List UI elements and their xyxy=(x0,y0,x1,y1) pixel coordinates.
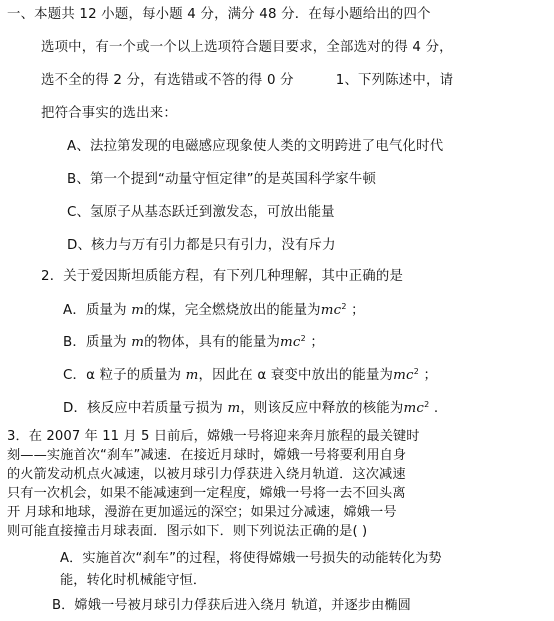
question-2-option-d: D．核反应中若质量亏损为 m，则该反应中释放的核能为$mc^2$ . xyxy=(63,400,439,416)
question-1-option-c: C、氢原子从基态跃迁到激发态，可放出能量 xyxy=(67,205,335,220)
question-1-option-a: A、法拉第发现的电磁感应现象使人类的文明跨进了电气化时代 xyxy=(67,139,444,154)
question-3-line-6: 则可能直接撞击月球表面．图示如下．则下列说法正确的是( ) xyxy=(7,524,368,539)
question-2-option-c: C．α 粒子的质量为 m，因此在 α 衰变中放出的能量为$mc^2$ ； xyxy=(63,367,438,383)
question-1-option-b: B、第一个提到“动量守恒定律”的是英国科学家牛顿 xyxy=(67,172,377,187)
question-3-line-5: 开 月球和地球，漫游在更加遥远的深空；如果过分减速，嫦娥一号 xyxy=(7,505,397,520)
question-3-line-3: 的火箭发动机点火减速，以被月球引力俘获进入绕月轨道．这次减速 xyxy=(7,467,406,482)
question-3-option-a-line-2: 能，转化时机械能守恒． xyxy=(60,573,207,588)
question-3-line-2: 刻——实施首次“刹车”减速．在接近月球时，嫦娥一号将要利用自身 xyxy=(7,448,407,463)
question-2-stem: 2．关于爱因斯坦质能方程，有下列几种理解，其中正确的是 xyxy=(41,269,404,284)
question-2-option-b: B．质量为 m的物体，具有的能量为$mc^2$ ； xyxy=(63,334,324,350)
section-header-line-1: 一、本题共 12 小题，每小题 4 分，满分 48 分．在每小题给出的四个 xyxy=(7,7,431,22)
question-3-option-b-line-1: B．嫦娥一号被月球引力俘获后进入绕月 轨道，并逐步由椭圆 xyxy=(52,598,411,613)
section-header-line-3 xyxy=(41,72,453,90)
question-1-stem-start: 1、下列陈述中，请 xyxy=(335,73,454,88)
scoring-rule-text: 选不全的得 2 分，有选错或不答的得 0 分 xyxy=(41,73,294,88)
question-1-stem-end: 把符合事实的选出来： xyxy=(41,106,177,121)
question-3-line-1: 3．在 2007 年 11 月 5 日前后，嫦娥一号将迎来奔月旅程的最关键时 xyxy=(7,429,420,444)
question-1-option-d: D、核力与万有引力都是只有引力，没有斥力 xyxy=(67,238,336,253)
question-3-option-a-line-1: A．实施首次“刹车”的过程，将使得嫦娥一号损失的动能转化为势 xyxy=(60,551,442,566)
question-2-option-a: A．质量为 m的煤，完全燃烧放出的能量为$mc^2$ ； xyxy=(63,302,365,318)
section-header-line-2: 选项中，有一个或一个以上选项符合题目要求，全部选对的得 4 分， xyxy=(41,40,453,55)
question-3-line-4: 只有一次机会，如果不能减速到一定程度，嫦娥一号将一去不回头离 xyxy=(7,486,406,501)
